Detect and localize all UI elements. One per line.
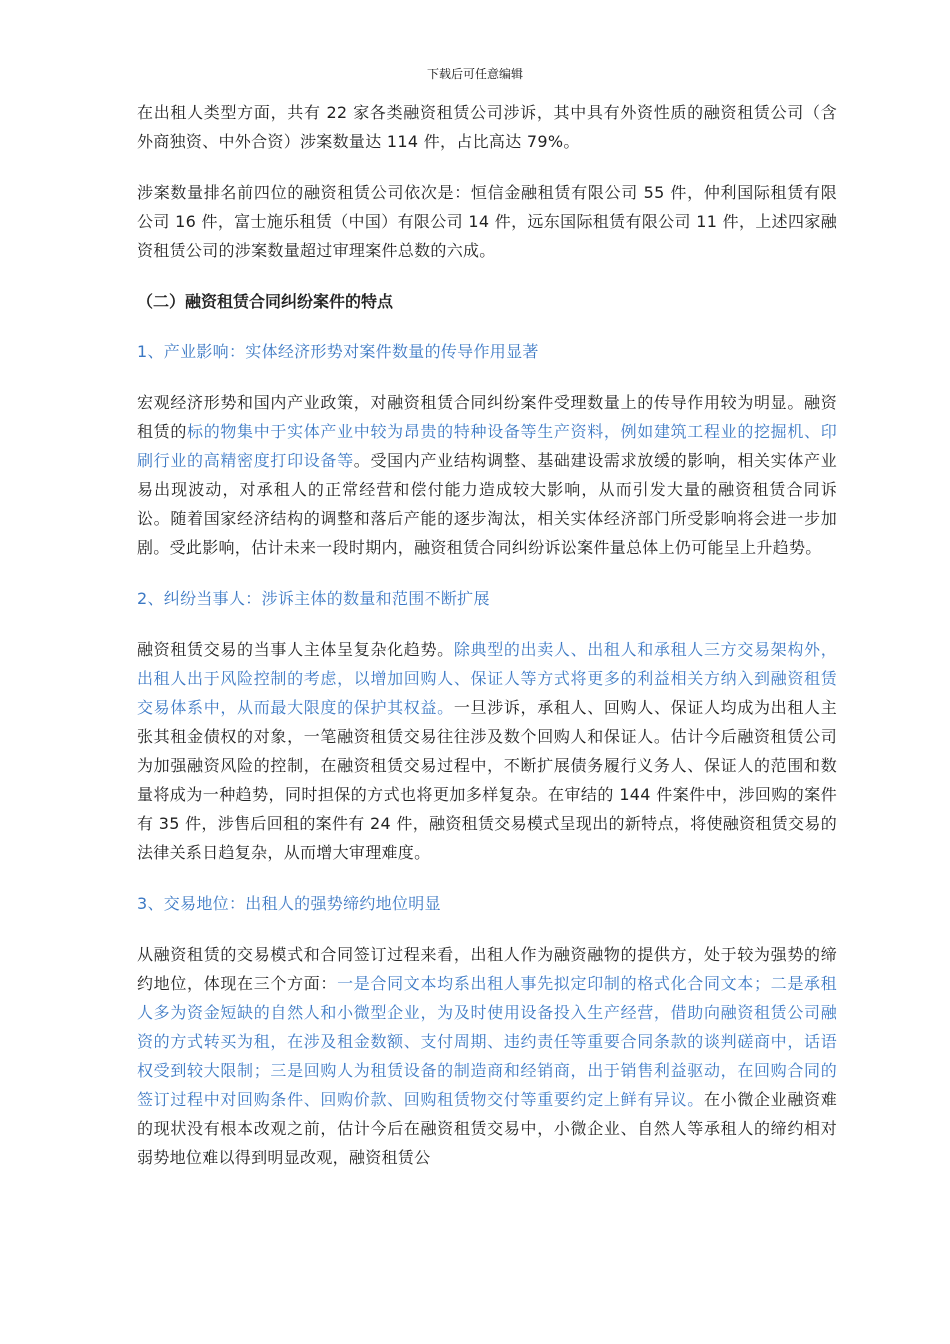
paragraph-industry-impact [137,388,837,562]
paragraph-trading-position [137,940,837,1172]
section-title-case-features: （二）融资租赁合同纠纷案件的特点 [137,292,394,311]
paragraph-dispute-parties [137,635,837,867]
header-note: 下载后可任意编辑 [426,67,523,81]
text-segment: 宏观经济形势和国内产业政策，对融资租赁合同纠纷案件受理数量上的传导作用较为明显。融资租赁的 [137,393,837,441]
highlighted-text-segment: 标的物集中于实体产业中较为昂贵的特种设备等生产资料，例如建筑工程业的挖掘机、印刷行业的高精密度打印设备等 [137,422,837,470]
paragraph-top-four-companies: 涉案数量排名前四位的融资租赁公司依次是：恒信金融租赁有限公司 55 件，仲利国际租赁有限公司 16 件，富士施乐租赁（中国）有限公司 14 件，远东国际租赁有限公司 11 件，上述四家融资租赁公司的涉案数量超过审理案件总数的六成。 [137,183,837,260]
subheading-trading-position: 3、交易地位：出租人的强势缔约地位明显 [137,894,441,913]
text-segment: 一旦涉诉，承租人、回购人、保证人均成为出租人主张其租金债权的对象，一笔融资租赁交易往往涉及数个回购人和保证人。估计今后融资租赁公司为加强融资风险的控制，在融资租赁交易过程中，不断扩展债务履行义务人、保证人的范围和数量将成为一种趋势，同时担保的方式也将更加多样复杂。在审结的 144 件案件中，涉回购的案件有 35 件，涉售后回租的案件有 24 件，融资租赁交易模式呈现出的新特点，将使融资租赁交易的法律关系日趋复杂，从而增大审理难度。 [137,698,838,862]
highlighted-text-segment: 一是合同文本均系出租人事先拟定印制的格式化合同文本；二是承租人多为资金短缺的自然人和小微型企业，为及时使用设备投入生产经营，借助向融资租赁公司融资的方式转买为租，在涉及租金数额、支付周期、违约责任等重要合同条款的谈判磋商中，话语权受到较大限制；三是回购人为租赁设备的制造商和经销商，出于销售利益驱动，在回购合同的签订过程中对回购条件、回购价款、回购租赁物交付等重要约定上鲜有异议。 [137,974,837,1109]
subheading-industry-impact: 1、产业影响：实体经济形势对案件数量的传导作用显著 [137,342,539,361]
paragraph-lessor-types: 在出租人类型方面，共有 22 家各类融资租赁公司涉诉，其中具有外资性质的融资租赁公司（含外商独资、中外合资）涉案数量达 114 件，占比高达 79%。 [137,103,837,151]
document-body [137,98,837,1172]
subheading-dispute-parties: 2、纠纷当事人：涉诉主体的数量和范围不断扩展 [137,589,490,608]
text-segment: 。受国内产业结构调整、基础建设需求放缓的影响，相关实体产业易出现波动，对承租人的正常经营和偿付能力造成较大影响，从而引发大量的融资租赁合同诉讼。随着国家经济结构的调整和落后产能的逐步淘汰，相关实体经济部门所受影响将会进一步加剧。受此影响，估计未来一段时期内，融资租赁合同纠纷诉讼案件量总体上仍可能呈上升趋势。 [137,451,837,557]
highlighted-text-segment: 除典型的出卖人、出租人和承租人三方交易架构外，出租人出于风险控制的考虑，以增加回购人、保证人等方式将更多的利益相关方纳入到融资租赁交易体系中，从而最大限度的保护其权益。 [137,640,838,717]
text-segment: 从融资租赁的交易模式和合同签订过程来看，出租人作为融资融物的提供方，处于较为强势的缔约地位，体现在三个方面： [137,945,837,993]
text-segment: 融资租赁交易的当事人主体呈复杂化趋势。 [137,640,454,659]
text-segment: 在小微企业融资难的现状没有根本改观之前，估计今后在融资租赁交易中，小微企业、自然人等承租人的缔约相对弱势地位难以得到明显改观，融资租赁公 [137,1090,837,1167]
